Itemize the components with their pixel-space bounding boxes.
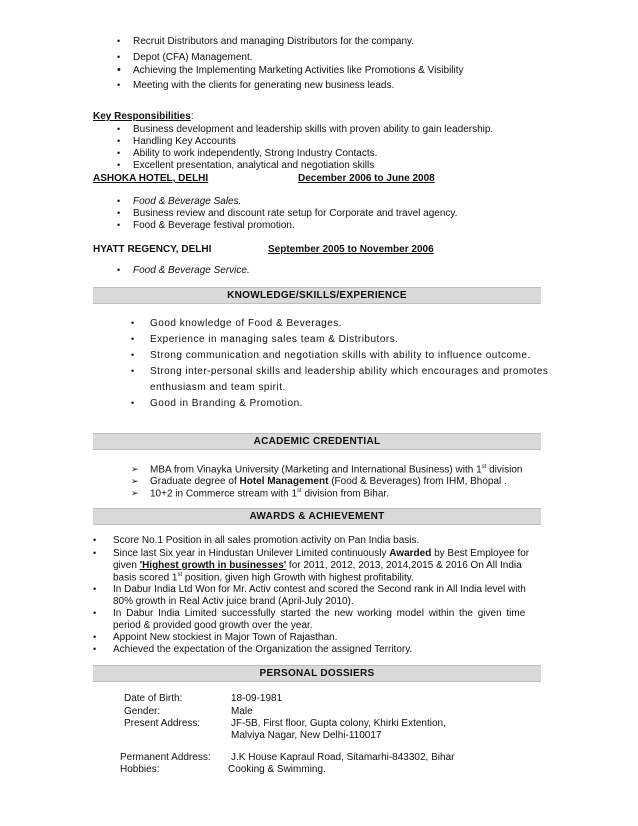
top-bullet-4: Meeting with the clients for generating new business leads.: [133, 80, 395, 91]
bullet-icon: •: [131, 318, 135, 328]
bullet-icon: •: [117, 196, 121, 206]
bullet-icon: •: [117, 160, 121, 170]
bullet-icon: •: [93, 584, 97, 594]
key-resp-item-2: Handling Key Accounts: [133, 136, 236, 147]
permanent-address-label: Permanent Address:: [120, 752, 211, 763]
bullet-icon: •: [117, 136, 121, 146]
award-2-line1: Since last Six year in Hindustan Unilever Limited continuously Awarded by Best Employee for: [113, 548, 530, 559]
bullet-icon: •: [117, 208, 121, 218]
bullet-icon: •: [117, 36, 121, 46]
present-address-line1: JF-5B, First floor, Gupta colony, Khirki Extention,: [231, 718, 446, 729]
ashoka-item-2: Business review and discount rate setup for Corporate and travel agency.: [133, 208, 458, 219]
knowledge-item-4-cont: enthusiasm and team spirit.: [150, 382, 286, 393]
gender-value: Male: [231, 706, 253, 717]
bullet-icon: •: [117, 52, 121, 62]
knowledge-item-3: Strong communication and negotiation skills with ability to influence outcome.: [150, 350, 531, 361]
bullet-icon: •: [131, 350, 135, 360]
ashoka-period: December 2006 to June 2008: [298, 173, 435, 184]
bullet-icon: •: [93, 644, 97, 654]
bullet-icon: •: [117, 124, 121, 134]
bullet-icon: •: [131, 366, 135, 376]
ashoka-item-3: Food & Beverage festival promotion.: [133, 220, 295, 231]
bullet-icon: •: [93, 632, 97, 642]
arrow-bullet-icon: ➢: [131, 476, 139, 486]
bullet-icon: •: [131, 398, 135, 408]
key-resp-item-1: Business development and leadership skills with proven ability to gain leadership.: [133, 124, 494, 135]
academic-item-3: 10+2 in Commerce stream with 1st division from Bihar.: [150, 488, 389, 500]
top-bullet-2: Depot (CFA) Management.: [133, 52, 253, 63]
knowledge-item-5: Good in Branding & Promotion.: [150, 398, 303, 409]
bullet-icon: •: [93, 535, 97, 545]
award-3-line1: In Dabur India Ltd Won for Mr. Activ contest and scored the Second rank in All India level with: [113, 584, 526, 595]
arrow-bullet-icon: ➢: [131, 464, 139, 474]
bullet-icon: •: [93, 548, 97, 558]
ashoka-item-1: Food & Beverage Sales.: [133, 196, 242, 207]
academic-item-1: MBA from Vinayka University (Marketing and International Business) with 1st division: [150, 464, 523, 476]
knowledge-item-2: Experience in managing sales team & Distributors.: [150, 334, 399, 345]
permanent-address-value: J.K House Kapraul Road, Sitamarhi-843302, Bihar: [231, 752, 455, 763]
dob-label: Date of Birth:: [124, 693, 183, 704]
gender-label: Gender:: [124, 706, 161, 717]
hobbies-label: Hobbies:: [120, 764, 160, 775]
award-4-line1: In Dabur India Limited successfully started the new working model within the given time: [113, 608, 526, 619]
bullet-icon: •: [117, 220, 121, 230]
award-6: Achieved the expectation of the Organization the assigned Territory.: [113, 644, 413, 655]
knowledge-item-4: Strong inter-personal skills and leadership ability which encourages and promotes: [150, 366, 549, 377]
awards-heading: AWARDS & ACHIEVEMENT: [93, 508, 541, 525]
bullet-icon: •: [93, 608, 97, 618]
present-address-line2: Malviya Nagar, New Delhi-110017: [231, 730, 382, 741]
award-2-line3: basis scored 1st position, given high Growth with highest profitability.: [113, 572, 414, 584]
present-address-label: Present Address:: [124, 718, 201, 729]
ashoka-employer: [93, 173, 435, 184]
award-1: Score No.1 Position in all sales promotion activity on Pan India basis.: [113, 535, 420, 546]
key-resp-heading-wrap: [93, 111, 194, 122]
award-2-line2: given 'Highest growth in businesses' for 2011, 2012, 2013, 2014,2015 & 2016 On All India: [113, 560, 522, 571]
hyatt-employer: [93, 244, 434, 255]
hyatt-item-1: Food & Beverage Service.: [133, 265, 250, 276]
key-resp-heading: Key Responsibilities: [93, 111, 191, 122]
hyatt-name: HYATT REGENCY, DELHI: [93, 244, 212, 255]
bullet-icon: •: [117, 64, 121, 76]
key-resp-item-3: Ability to work independently, Strong Industry Contacts.: [133, 148, 378, 159]
personal-heading: PERSONAL DOSSIERS: [93, 665, 541, 682]
academic-item-2: Graduate degree of Hotel Management (Food & Beverages) from IHM, Bhopal .: [150, 476, 507, 487]
knowledge-item-1: Good knowledge of Food & Beverages.: [150, 318, 343, 329]
hobbies-value: Cooking & Swimming.: [228, 764, 326, 775]
key-resp-item-4: Excellent presentation, analytical and negotiation skills: [133, 160, 375, 171]
knowledge-heading: KNOWLEDGE/SKILLS/EXPERIENCE: [93, 287, 541, 304]
top-bullet-3: Achieving the Implementing Marketing Activities like Promotions & Visibility: [133, 65, 464, 76]
bullet-icon: •: [131, 334, 135, 344]
award-4-line2: period & provided good growth over the year.: [113, 620, 313, 631]
bullet-icon: •: [117, 80, 121, 90]
arrow-bullet-icon: ➢: [131, 488, 139, 498]
top-bullet-1: Recruit Distributors and managing Distributors for the company.: [133, 36, 415, 47]
dob-value: 18-09-1981: [231, 693, 283, 704]
award-3-line2: 80% growth in Real Activ juice brand (April-July 2010).: [113, 596, 354, 607]
academic-heading: ACADEMIC CREDENTIAL: [93, 433, 541, 450]
bullet-icon: •: [117, 265, 121, 275]
bullet-icon: •: [117, 148, 121, 158]
award-5: Appoint New stockiest in Major Town of Rajasthan.: [113, 632, 338, 643]
ashoka-name: ASHOKA HOTEL, DELHI: [93, 173, 209, 184]
key-resp-colon: :: [190, 111, 194, 122]
hyatt-period: September 2005 to November 2006: [268, 244, 434, 255]
